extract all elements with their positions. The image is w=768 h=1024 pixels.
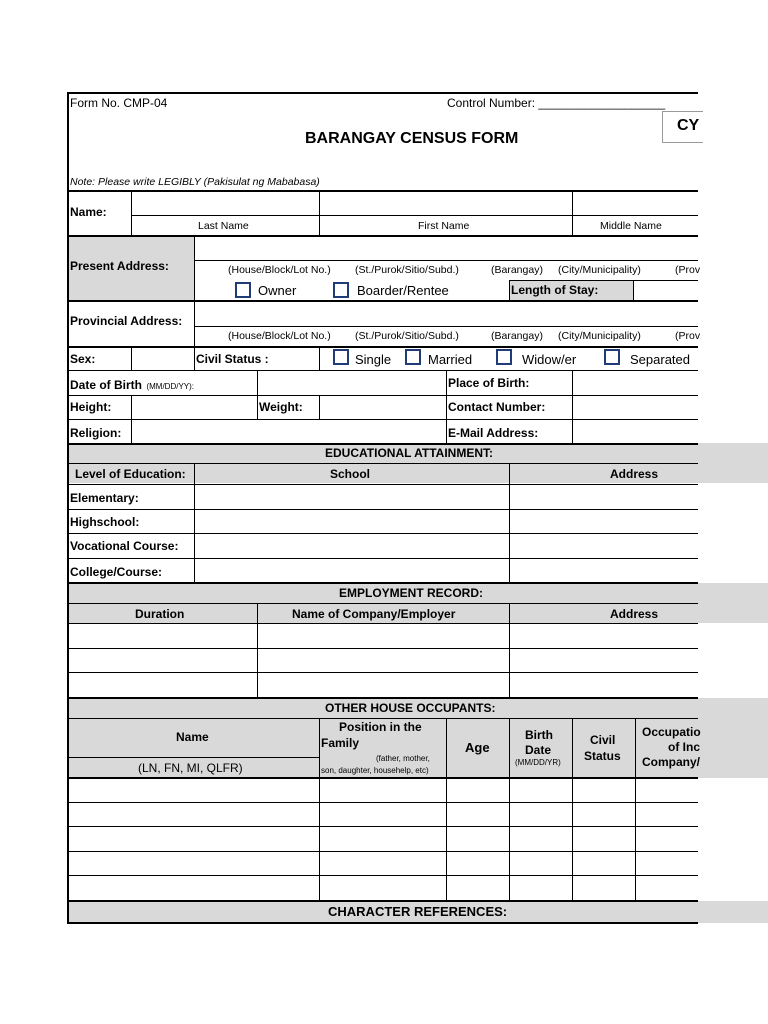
- occ-head-line: [67, 718, 698, 719]
- married-checkbox[interactable]: [405, 349, 421, 365]
- edu-line-2: [67, 509, 698, 510]
- emp-line-3: [67, 672, 698, 673]
- last-name-label: Last Name: [198, 220, 249, 232]
- email-label: E-Mail Address:: [448, 426, 539, 440]
- sex-div-2: [194, 347, 195, 370]
- edu-row-vocational: Vocational Course:: [70, 539, 179, 553]
- edu-col-level: Level of Education:: [75, 467, 186, 481]
- prov-street: (St./Purok/Sitio/Subd.): [355, 330, 459, 342]
- widow-checkbox[interactable]: [496, 349, 512, 365]
- emp-bottom: [67, 697, 698, 699]
- boarder-checkbox[interactable]: [333, 282, 349, 298]
- length-of-stay-label: Length of Stay:: [511, 283, 599, 297]
- occupants-heading: OTHER HOUSE OCCUPANTS:: [325, 701, 496, 715]
- separated-label: Separated: [630, 352, 690, 367]
- sex-label: Sex:: [70, 352, 96, 366]
- page-edge-mask-3: [698, 623, 768, 698]
- occ-col-position-note-2: son, daughter, househelp, etc): [321, 766, 429, 775]
- emp-line-1: [67, 623, 698, 624]
- occ-bottom: [67, 900, 698, 902]
- occ-col-age: Age: [465, 740, 490, 755]
- occ-col-birth-1: Birth: [525, 728, 553, 742]
- pa-line: [194, 260, 698, 261]
- name-bottom: [67, 235, 698, 237]
- occ-col-position-2: Family: [321, 736, 360, 750]
- edu-row-college: College/Course:: [70, 565, 163, 579]
- present-address-label: Present Address:: [70, 259, 169, 273]
- pob-div: [572, 371, 573, 443]
- occ-col-position-note-1: (father, mother,: [376, 754, 430, 763]
- occ-col-civil-1: Civil: [590, 733, 616, 747]
- h-div-2: [257, 396, 258, 419]
- contact-label: Contact Number:: [448, 400, 546, 414]
- pa-bottom: [67, 300, 698, 302]
- occ-name-split: [67, 757, 319, 758]
- religion-bottom: [67, 443, 698, 445]
- emp-div-1: [257, 603, 258, 698]
- dob-bottom: [67, 395, 698, 396]
- page-edge-mask-5: [698, 923, 768, 1024]
- owner-label: Owner: [258, 283, 297, 298]
- weight-label: Weight:: [259, 400, 303, 414]
- first-name-label: First Name: [418, 220, 470, 232]
- prov-province: (Prov: [675, 330, 701, 342]
- civil-status-label: Civil Status :: [196, 352, 269, 366]
- middle-name-label: Middle Name: [600, 220, 662, 232]
- page-edge-mask-4: [698, 778, 768, 901]
- prov-house: (House/Block/Lot No.): [228, 330, 331, 342]
- top-border: [67, 92, 698, 94]
- w-div: [319, 396, 320, 419]
- provincial-address-label: Provincial Address:: [70, 314, 183, 328]
- occ-col-position-1: Position in the: [339, 720, 422, 734]
- emp-col-address: Address: [610, 607, 659, 621]
- emp-head-line: [67, 603, 698, 604]
- prov-div: [194, 301, 195, 346]
- dob-div-1: [257, 371, 258, 395]
- occ-line-3: [67, 851, 698, 852]
- pa-house: (House/Block/Lot No.): [228, 264, 331, 276]
- occ-div-2: [446, 718, 447, 901]
- emp-col-duration: Duration: [135, 607, 185, 621]
- education-heading: EDUCATIONAL ATTAINMENT:: [325, 446, 493, 460]
- dob-div-2: [446, 371, 447, 443]
- form-number: Form No. CMP-04: [70, 96, 168, 110]
- occ-line-4: [67, 875, 698, 876]
- single-label: Single: [355, 352, 392, 367]
- pa-barangay: (Barangay): [491, 264, 543, 276]
- references-heading: CHARACTER REFERENCES:: [328, 904, 508, 919]
- corner-box-text: CY: [677, 117, 700, 134]
- edu-bottom: [67, 582, 698, 584]
- pa-province: (Prov: [675, 264, 701, 276]
- religion-label: Religion:: [70, 426, 122, 440]
- name-div-2: [319, 191, 320, 235]
- occ-col-occupation-2: of Inc: [668, 740, 700, 754]
- note: Note: Please write LEGIBLY (Pakisulat ng Mababasa): [70, 176, 320, 188]
- occ-div-1: [319, 718, 320, 901]
- employment-heading: EMPLOYMENT RECORD:: [339, 586, 483, 600]
- name-top: [67, 190, 698, 192]
- left-border: [67, 92, 69, 923]
- owner-checkbox[interactable]: [235, 282, 251, 298]
- emp-col-company: Name of Company/Employer: [292, 607, 456, 621]
- dob-label: Date of Birth: [70, 378, 142, 392]
- occ-col-birth-2: Date: [525, 743, 552, 757]
- widow-label: Widow/er: [522, 352, 577, 367]
- occ-col-occupation-3: Company/: [642, 755, 701, 769]
- occ-line-2: [67, 826, 698, 827]
- occ-head-bottom: [67, 777, 698, 779]
- occ-col-name: Name: [176, 730, 209, 744]
- form-title: BARANGAY CENSUS FORM: [305, 130, 519, 147]
- edu-div-2: [509, 463, 510, 583]
- page-edge-mask-2: [698, 483, 768, 583]
- pa-street: (St./Purok/Sitio/Subd.): [355, 264, 459, 276]
- prov-line: [194, 326, 698, 327]
- edu-line-1: [67, 484, 698, 485]
- edu-head-line: [67, 463, 698, 464]
- dob-label-wrap: [70, 377, 194, 393]
- emp-div-2: [509, 603, 510, 698]
- boarder-label: Boarder/Rentee: [357, 283, 449, 298]
- occ-col-occupation-1: Occupatio: [642, 725, 701, 739]
- occ-div-3: [509, 718, 510, 901]
- control-number: Control Number: ___________________: [447, 96, 666, 110]
- height-bottom: [67, 419, 698, 420]
- occ-col-civil-2: Status: [584, 749, 621, 763]
- edu-line-4: [67, 558, 698, 559]
- edu-row-elementary: Elementary:: [70, 491, 139, 505]
- sex-div-1: [131, 347, 132, 370]
- dob-format: (MM/DD/YY):: [146, 382, 195, 391]
- single-checkbox[interactable]: [333, 349, 349, 365]
- los-top: [509, 280, 698, 281]
- prov-barangay: (Barangay): [491, 330, 543, 342]
- name-mid: [131, 215, 698, 216]
- edu-line-3: [67, 533, 698, 534]
- name-div-1: [131, 191, 132, 235]
- edu-col-address: Address: [610, 467, 659, 481]
- los-div-1: [509, 280, 510, 300]
- edu-col-school: School: [330, 467, 371, 481]
- place-of-birth-label: Place of Birth:: [448, 376, 530, 390]
- cs-div: [319, 347, 320, 370]
- edu-row-highschool: Highschool:: [70, 515, 140, 529]
- separated-checkbox[interactable]: [604, 349, 620, 365]
- name-div-3: [572, 191, 573, 235]
- page-edge-mask: [698, 90, 768, 443]
- sex-bottom: [67, 370, 698, 371]
- bottom-border: [67, 922, 698, 924]
- occ-line-1: [67, 802, 698, 803]
- edu-div-1: [194, 463, 195, 583]
- los-div-2: [633, 280, 634, 300]
- name-label: Name:: [70, 205, 107, 219]
- height-label: Height:: [70, 400, 112, 414]
- prov-bottom: [67, 346, 698, 348]
- occ-col-name-format: (LN, FN, MI, QLFR): [138, 761, 243, 775]
- prov-city: (City/Municipality): [558, 330, 641, 342]
- occ-col-birth-format: (MM/DD/YR): [515, 758, 561, 767]
- pa-div: [194, 236, 195, 300]
- emp-line-2: [67, 648, 698, 649]
- pa-city: (City/Municipality): [558, 264, 641, 276]
- occ-div-4: [572, 718, 573, 901]
- married-label: Married: [428, 352, 473, 367]
- occ-div-5: [635, 718, 636, 901]
